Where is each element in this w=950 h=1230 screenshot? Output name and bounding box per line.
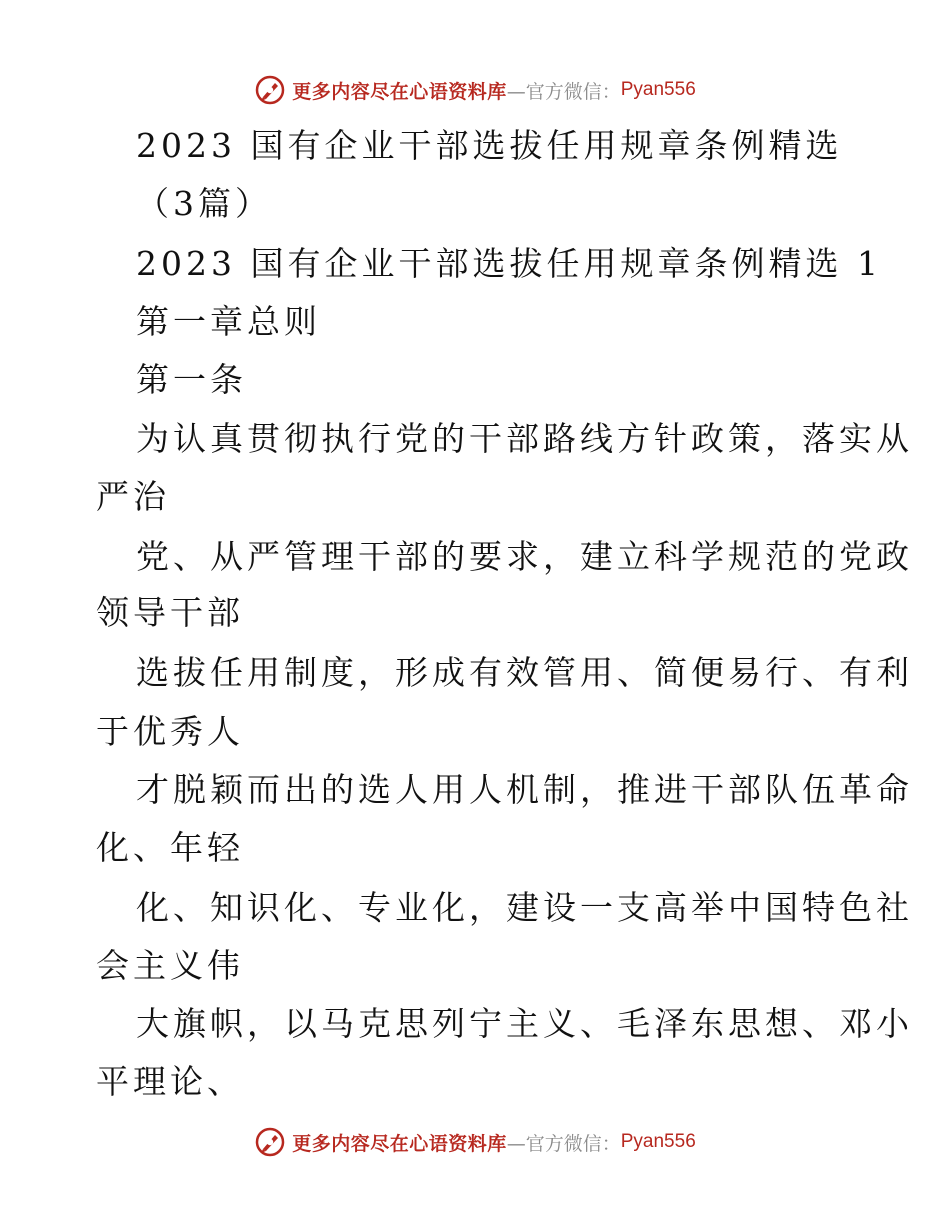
body-line: 党、从严管理干部的要求，建立科学规范的党政 xyxy=(136,537,913,576)
body-line: 化、知识化、专业化，建设一支高举中国特色社 xyxy=(136,888,913,927)
banner-wechat-label: —官方微信： xyxy=(506,1132,621,1155)
header-banner xyxy=(0,70,950,110)
body-line: 化、年轻 xyxy=(96,828,244,867)
article-heading: 第一条 xyxy=(136,360,247,399)
body-line: 为认真贯彻执行党的干部路线方针政策，落实从 xyxy=(136,419,913,458)
logo-pen-icon xyxy=(254,74,286,106)
document-title: 2023 国有企业干部选拔任用规章条例精选 xyxy=(136,126,843,165)
banner-wechat-id: Pyan556 xyxy=(620,1131,696,1152)
chapter-heading: 第一章总则 xyxy=(136,302,321,341)
body-line: 会主义伟 xyxy=(96,946,244,985)
body-line: 大旗帜，以马克思列宁主义、毛泽东思想、邓小 xyxy=(136,1004,913,1043)
section-heading: 2023 国有企业干部选拔任用规章条例精选 1 xyxy=(136,244,882,283)
body-line: 于优秀人 xyxy=(96,712,244,751)
banner-title: 更多内容尽在心语资料库 xyxy=(292,1132,507,1155)
banner-title: 更多内容尽在心语资料库 xyxy=(292,80,507,103)
body-line: 领导干部 xyxy=(96,593,244,632)
document-title-subtitle: （3篇） xyxy=(136,184,272,223)
footer-banner xyxy=(0,1122,950,1162)
body-line: 平理论、 xyxy=(96,1062,244,1101)
logo-pen-icon xyxy=(254,1126,286,1158)
body-line: 才脱颖而出的选人用人机制，推进干部队伍革命 xyxy=(136,770,913,809)
banner-wechat-id: Pyan556 xyxy=(620,79,696,100)
banner-wechat-label: —官方微信： xyxy=(506,80,621,103)
body-line: 选拔任用制度，形成有效管用、简便易行、有利 xyxy=(136,653,913,692)
body-line: 严治 xyxy=(96,477,170,516)
